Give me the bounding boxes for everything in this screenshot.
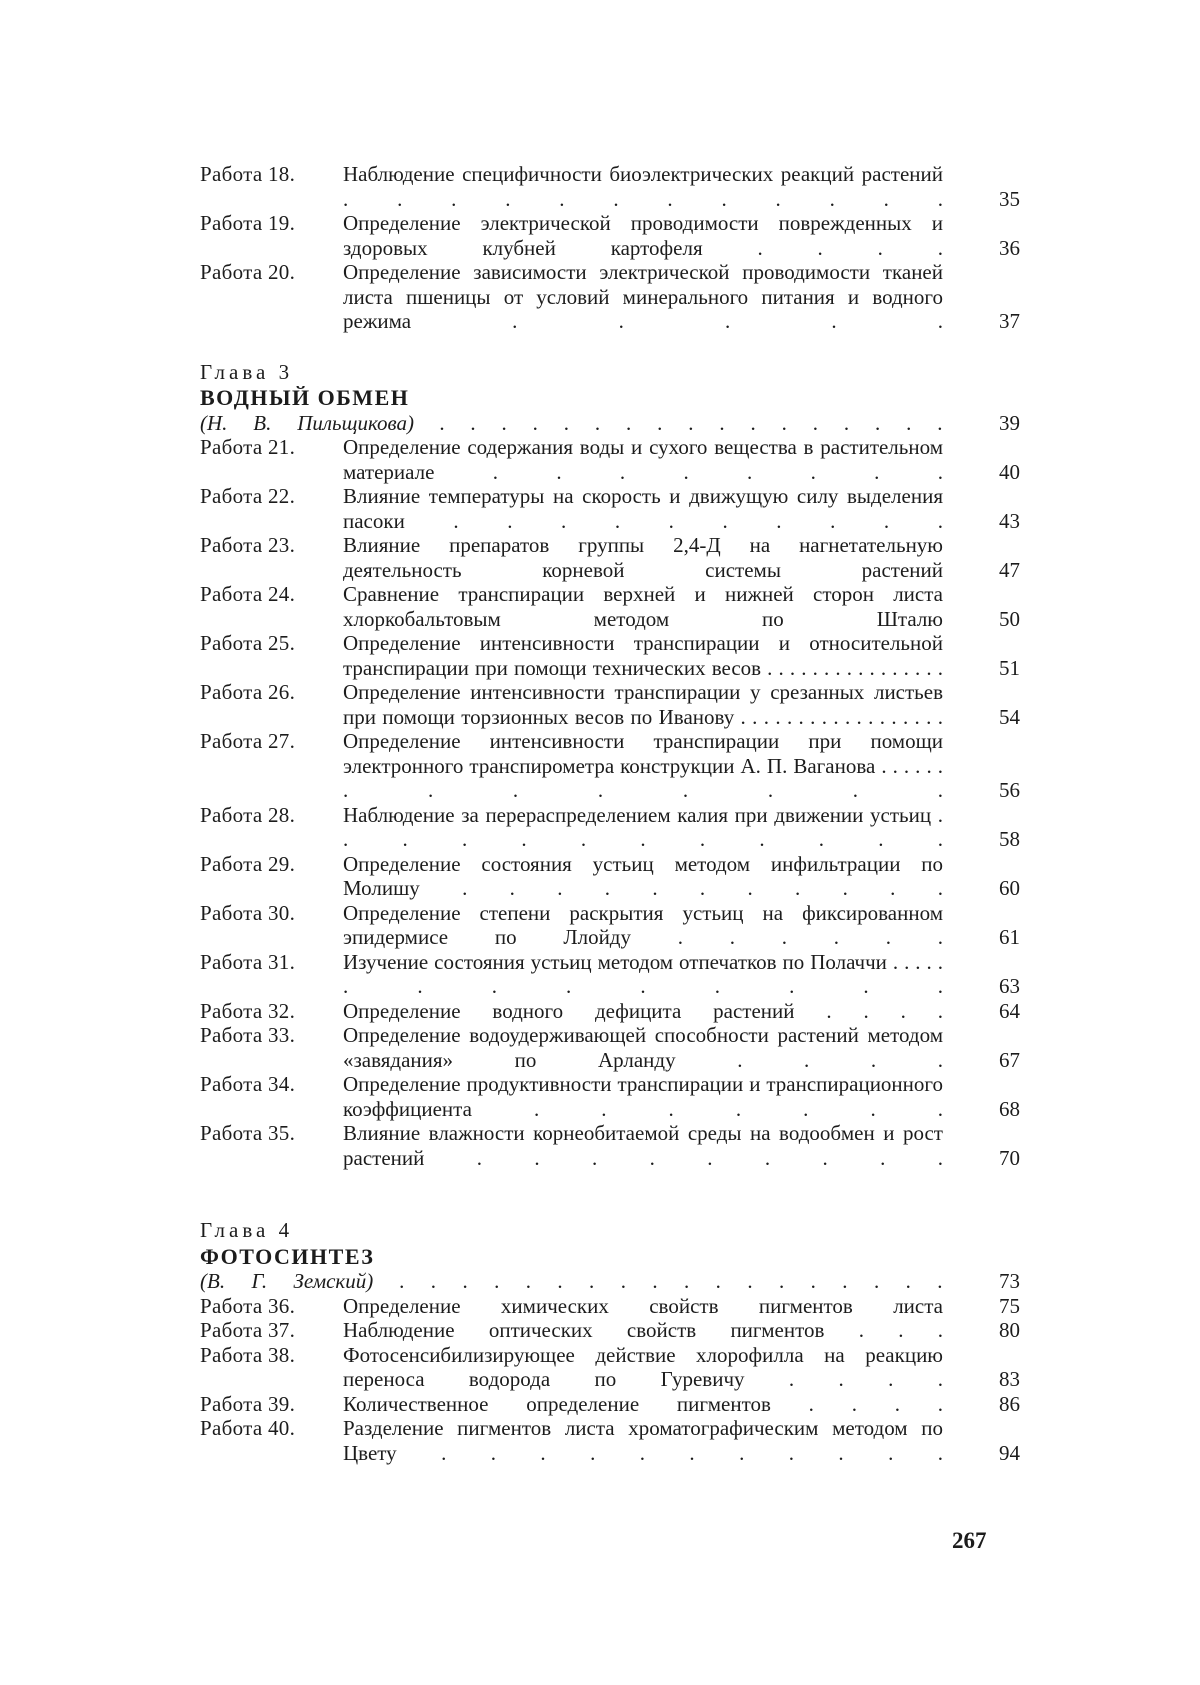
toc-entry-label: Работа 40. bbox=[200, 1416, 296, 1440]
toc-entry bbox=[200, 803, 1020, 852]
toc-entry bbox=[200, 950, 1020, 999]
toc-entry-title: Изучение состояния устьиц методом отпечатков по Полаччи . . . . . . . . . . . . . . bbox=[343, 949, 943, 998]
toc-entry-label: Работа 21. bbox=[200, 435, 296, 459]
toc-entry-label: Работа 35. bbox=[200, 1121, 296, 1145]
toc-entry-title: Определение состояния устьиц методом инфильтрации по Молишу . . . . . . . . . . . bbox=[343, 851, 943, 900]
toc-entry-title: Определение продуктивности транспирации и транспирационного коэффициента . . . . . . . bbox=[343, 1072, 943, 1121]
chapter-4-title: ФОТОСИНТЕЗ bbox=[200, 1243, 375, 1269]
toc-entry-page: 51 bbox=[999, 655, 1020, 680]
chapter-3-label: Глава 3 bbox=[200, 359, 294, 384]
toc-entry-label: Работа 26. bbox=[200, 680, 296, 704]
toc-entry-label: Работа 20. bbox=[200, 260, 296, 284]
toc-entry-label: Работа 36. bbox=[200, 1293, 296, 1318]
toc-entry bbox=[200, 162, 1020, 211]
toc-entry-page: 86 bbox=[999, 1391, 1020, 1416]
toc-entry-label: Работа 27. bbox=[200, 729, 296, 753]
toc-entry-title: Определение химических свойств пигментов листа bbox=[343, 1293, 943, 1318]
toc-entry-title: Определение электрической проводимости поврежденных и здоровых клубней картофеля . . . . bbox=[343, 211, 943, 260]
toc-entry-label: Работа 31. bbox=[200, 949, 296, 974]
toc-entry-label: Работа 19. bbox=[200, 211, 296, 235]
toc-entry-page: 64 bbox=[999, 998, 1020, 1023]
toc-entry-title: Фотосенсибилизирующее действие хлорофилла на реакцию переноса водорода по Гуревичу . . . . bbox=[343, 1342, 943, 1391]
chapter-3-title: ВОДНЫЙ ОБМЕН bbox=[200, 385, 410, 410]
toc-entry-title: Определение интенсивности транспирации у срезанных листьев при помощи торзионных весов по Иванову . . . . . . . . . . . . . . . . . . bbox=[343, 680, 943, 729]
toc-entry-title: Определение интенсивности транспирации при помощи электронного транспирометра конструкции А. П. Ваганова . . . . . . . . . . . . . . bbox=[343, 729, 943, 802]
toc-entry-label: Работа 25. bbox=[200, 631, 296, 655]
toc-entry-title: Количественное определение пигментов . . . . bbox=[343, 1391, 943, 1416]
toc-entry-page: 63 bbox=[999, 974, 1020, 998]
toc-entry-page: 94 bbox=[999, 1440, 1020, 1465]
toc-entry-label: Работа 18. bbox=[200, 162, 296, 186]
toc-entry bbox=[200, 729, 1020, 803]
toc-entry bbox=[200, 211, 1020, 260]
table-of-contents bbox=[200, 162, 1020, 1465]
chapter-gap bbox=[200, 1170, 1020, 1192]
toc-entry-page: 67 bbox=[999, 1047, 1020, 1072]
toc-entry-label: Работа 37. bbox=[200, 1318, 296, 1342]
chapter-4-author: (В. Г. Земский) . . . . . . . . . . . . . . . . . . bbox=[200, 1269, 943, 1293]
toc-entry bbox=[200, 901, 1020, 950]
toc-entry-label: Работа 34. bbox=[200, 1072, 296, 1096]
toc-entry bbox=[200, 1416, 1020, 1465]
toc-entry bbox=[200, 484, 1020, 533]
toc-section-continued bbox=[200, 162, 1020, 334]
toc-entry-label: Работа 32. bbox=[200, 998, 296, 1023]
toc-entry-title: Определение содержания воды и сухого вещества в растительном материале . . . . . . . . bbox=[343, 435, 943, 484]
chapter-3-author-page: 39 bbox=[999, 410, 1020, 435]
toc-entry bbox=[200, 1121, 1020, 1170]
toc-entry-page: 83 bbox=[999, 1367, 1020, 1391]
toc-section-chapter-4 bbox=[200, 1294, 1020, 1466]
toc-entry-title: Определение водоудерживающей способности растений методом «завядания» по Арланду . . . . bbox=[343, 1023, 943, 1072]
toc-entry-title: Наблюдение оптических свойств пигментов . . . bbox=[343, 1318, 943, 1342]
toc-entry-title: Определение зависимости электрической проводимости тканей листа пшеницы от условий минерального питания и водного режима . . . . . bbox=[343, 260, 943, 333]
toc-entry-label: Работа 22. bbox=[200, 484, 296, 508]
toc-entry-label: Работа 38. bbox=[200, 1342, 296, 1367]
toc-entry-label: Работа 39. bbox=[200, 1391, 296, 1416]
toc-entry-label: Работа 28. bbox=[200, 802, 296, 827]
toc-entry-page: 61 bbox=[999, 925, 1020, 949]
toc-entry bbox=[200, 260, 1020, 334]
toc-entry bbox=[200, 1072, 1020, 1121]
toc-entry-page: 36 bbox=[999, 235, 1020, 260]
chapter-4-label: Глава 4 bbox=[200, 1218, 294, 1242]
toc-entry bbox=[200, 1392, 1020, 1417]
toc-entry bbox=[200, 435, 1020, 484]
toc-entry bbox=[200, 852, 1020, 901]
toc-entry bbox=[200, 533, 1020, 582]
toc-entry bbox=[200, 631, 1020, 680]
toc-entry-page: 60 bbox=[999, 876, 1020, 900]
toc-entry-page: 80 bbox=[999, 1318, 1020, 1342]
toc-entry bbox=[200, 1294, 1020, 1319]
chapter-3-author: (Н. В. Пильщикова) . . . . . . . . . . . . . . . . . bbox=[200, 410, 943, 435]
chapter-4-author-line bbox=[200, 1269, 1020, 1294]
toc-entry-page: 40 bbox=[999, 459, 1020, 484]
toc-entry-page: 75 bbox=[999, 1293, 1020, 1318]
toc-entry-page: 68 bbox=[999, 1096, 1020, 1121]
toc-entry bbox=[200, 680, 1020, 729]
toc-entry bbox=[200, 582, 1020, 631]
toc-entry-page: 35 bbox=[999, 186, 1020, 211]
toc-entry-page: 58 bbox=[999, 827, 1020, 851]
toc-entry-title: Влияние препаратов группы 2,4-Д на нагнетательную деятельность корневой системы растений bbox=[343, 533, 943, 582]
toc-entry-title: Определение интенсивности транспирации и относительной транспирации при помощи технических весов . . . . . . . . . . . . . . . . bbox=[343, 631, 943, 680]
toc-entry-page: 54 bbox=[999, 704, 1020, 729]
toc-entry-page: 50 bbox=[999, 606, 1020, 631]
toc-entry-title: Сравнение транспирации верхней и нижней сторон листа хлоркобальтовым методом по Шталю bbox=[343, 582, 943, 631]
toc-entry-page: 37 bbox=[999, 309, 1020, 333]
chapter-3-author-line bbox=[200, 411, 1020, 436]
toc-entry-label: Работа 24. bbox=[200, 582, 296, 606]
toc-entry bbox=[200, 1318, 1020, 1343]
toc-entry-page: 47 bbox=[999, 557, 1020, 582]
toc-entry-title: Определение водного дефицита растений . . . . bbox=[343, 998, 943, 1023]
toc-entry-title: Наблюдение за перераспределением калия при движении устьиц . . . . . . . . . . . . bbox=[343, 802, 943, 851]
toc-entry bbox=[200, 1023, 1020, 1072]
toc-entry bbox=[200, 1343, 1020, 1392]
toc-entry-title: Разделение пигментов листа хроматографическим методом по Цвету . . . . . . . . . . . bbox=[343, 1416, 943, 1465]
toc-entry-page: 70 bbox=[999, 1145, 1020, 1170]
toc-entry-title: Влияние влажности корнеобитаемой среды на водообмен и рост растений . . . . . . . . . bbox=[343, 1121, 943, 1170]
toc-entry-page: 56 bbox=[999, 778, 1020, 802]
page-number: 267 bbox=[952, 1528, 987, 1553]
chapter-4-author-page: 73 bbox=[999, 1269, 1020, 1293]
toc-entry-title: Определение степени раскрытия устьиц на фиксированном эпидермисе по Ллойду . . . . . . bbox=[343, 900, 943, 949]
toc-entry-title: Влияние температуры на скорость и движущую силу выделения пасоки . . . . . . . . . . bbox=[343, 484, 943, 533]
toc-entry-label: Работа 30. bbox=[200, 900, 296, 925]
toc-section-chapter-3 bbox=[200, 435, 1020, 1170]
toc-entry-title: Наблюдение специфичности биоэлектрических реакций растений . . . . . . . . . . . . bbox=[343, 162, 943, 211]
toc-entry bbox=[200, 999, 1020, 1024]
toc-entry-label: Работа 23. bbox=[200, 533, 296, 557]
toc-entry-label: Работа 33. bbox=[200, 1023, 296, 1047]
toc-entry-page: 43 bbox=[999, 508, 1020, 533]
toc-entry-label: Работа 29. bbox=[200, 851, 296, 876]
